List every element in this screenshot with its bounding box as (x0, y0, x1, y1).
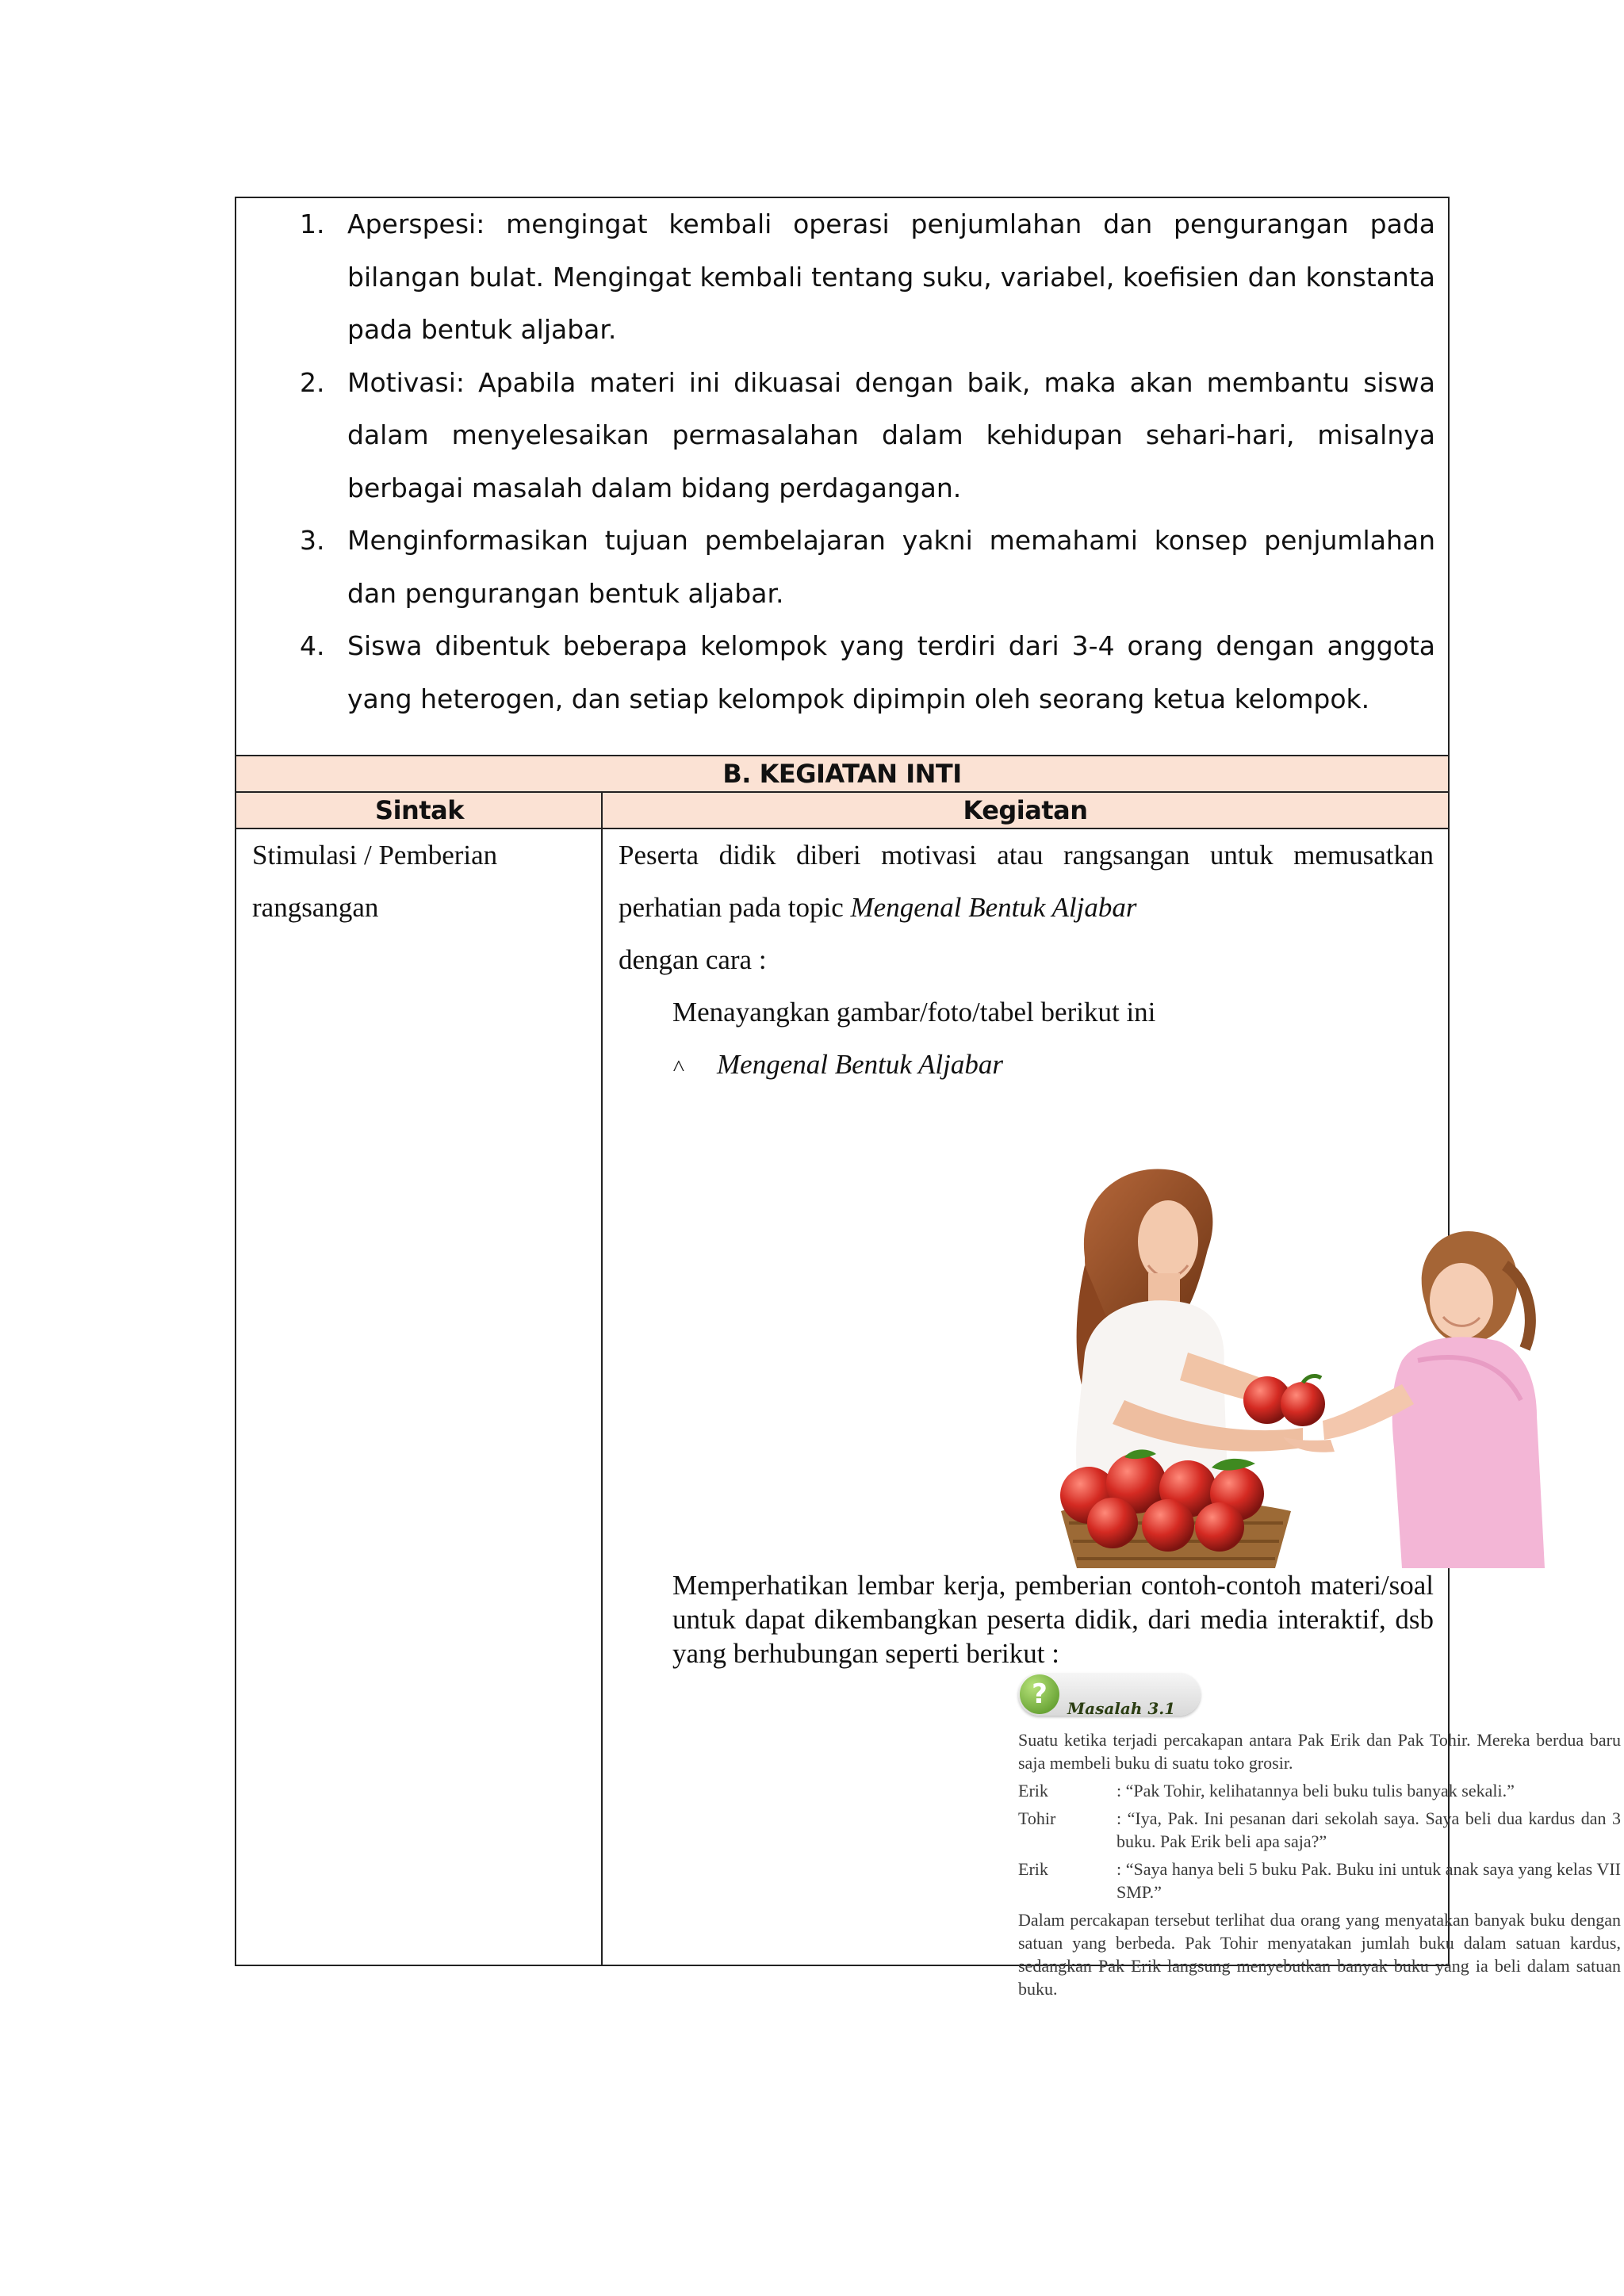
dengan-cara-text: dengan cara : (619, 944, 767, 975)
list-item (300, 198, 1435, 357)
masalah-label (1018, 1673, 1201, 1716)
column-header-sintak: Sintak (236, 793, 603, 829)
bullet-item (619, 1039, 1434, 1093)
list-number: 4. (300, 630, 325, 661)
intro-text: Peserta didik diberi motivasi atau rangsangan untuk memusatkan perhatian pada topic (619, 840, 1434, 923)
column-header-kegiatan: Kegiatan (603, 793, 1448, 829)
list-item (300, 357, 1435, 515)
masalah-closing: Dalam percakapan tersebut terlihat dua orang yang menyatakan banyak buku dengan satuan yang berbeda. Pak Tohir menyatakan jumlah buku dalam satuan kardus, sedangkan Pak Erik langsung menyebutkan banyak buku yang ia beli dalam satuan buku. (1018, 1910, 1621, 1999)
list-number: 2. (300, 366, 325, 398)
speaker-name: Tohir (1018, 1808, 1056, 1828)
bullet-text: Mengenal Bentuk Aljabar (717, 1049, 1003, 1080)
intro-topic: Mengenal Bentuk Aljabar (850, 892, 1137, 923)
list-number: 3. (300, 525, 325, 556)
dialog-line (1018, 1779, 1621, 1802)
speaker-name: Erik (1018, 1859, 1048, 1879)
speaker-text: : “Iya, Pak. Ini pesanan dari sekolah saya. Saya beli dua kardus dan 3 buku. Pak Erik beli apa saja?” (1116, 1808, 1621, 1851)
kegiatan-cell (619, 829, 1621, 1999)
question-mark-icon: ? (1020, 1674, 1059, 1714)
list-item (300, 515, 1435, 620)
apersepsi-list (300, 198, 1435, 725)
dialog-line (1018, 1858, 1621, 1904)
list-item (300, 620, 1435, 725)
section-title: B. KEGIATAN INTI (236, 756, 1448, 793)
masalah-title: Masalah 3.1 (1067, 1699, 1176, 1718)
memperhatikan-text: Memperhatikan lembar kerja, pemberian contoh-contoh materi/soal untuk dapat dikembangkan peserta didik, dari media interaktif, dsb yang berhubungan seperti berikut : (672, 1570, 1434, 1669)
pendahuluan-box (235, 197, 1450, 756)
list-number: 1. (300, 209, 325, 239)
masalah-body (1018, 1728, 1621, 2000)
menayangkan-text: Menayangkan gambar/foto/tabel berikut ini (672, 997, 1156, 1027)
kegiatan-intro (619, 829, 1434, 934)
arrow-up-icon: ˄ (672, 1054, 685, 1079)
speaker-text: : “Saya hanya beli 5 buku Pak. Buku ini untuk anak saya yang kelas VII SMP.” (1116, 1859, 1621, 1902)
column-divider (601, 793, 603, 1966)
list-text: Aperspesi: mengingat kembali operasi penjumlahan dan pengurangan pada bilangan bulat. Mengingat kembali tentang suku, variabel, koefisien dan konstanta pada bentuk aljabar. (347, 209, 1435, 345)
masalah-intro: Suatu ketika terjadi percakapan antara Pak Erik dan Pak Tohir. Mereka berdua baru saja membeli buku di suatu toko grosir. (1018, 1730, 1621, 1773)
masalah-box (1018, 1673, 1621, 2038)
list-text: Motivasi: Apabila materi ini dikuasai dengan baik, maka akan membantu siswa dalam menyelesaikan permasalahan dalam kehidupan sehari-hari, misalnya berbagai masalah dalam bidang perdagangan. (347, 366, 1435, 503)
dialog-line (1018, 1807, 1621, 1853)
kegiatan-inti-table (235, 755, 1621, 1999)
sintak-cell: Stimulasi / Pemberian rangsangan (252, 840, 498, 923)
list-text: Siswa dibentuk beberapa kelompok yang terdiri dari 3-4 orang dengan anggota yang heterogen, dan setiap kelompok dipimpin oleh seorang ketua kelompok. (347, 630, 1435, 714)
speaker-name: Erik (1018, 1781, 1048, 1800)
mother-daughter-apples-photo (1029, 1162, 1553, 1568)
list-text: Menginformasikan tujuan pembelajaran yakni memahami konsep penjumlahan dan pengurangan bentuk aljabar. (347, 525, 1435, 609)
speaker-text: : “Pak Tohir, kelihatannya beli buku tulis banyak sekali.” (1116, 1781, 1515, 1800)
